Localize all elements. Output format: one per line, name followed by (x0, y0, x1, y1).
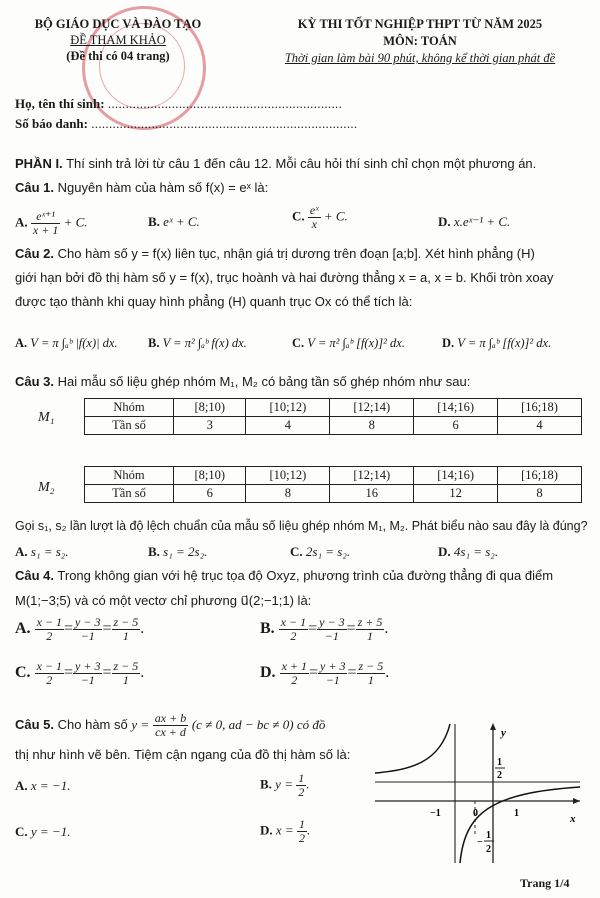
q1-b-text: eˣ + C. (163, 214, 200, 229)
q1-c-tail: + C. (323, 208, 348, 224)
q5-b-num: 1 (298, 771, 305, 785)
q5-b-den: 2 (298, 785, 305, 799)
q4-a-label: A. (15, 620, 31, 638)
q1-option-a[interactable] (15, 210, 88, 237)
nhalf-den: 2 (486, 844, 491, 855)
q1-label: Câu 1. (15, 180, 55, 195)
q5-cond: (c ≠ 0, ad − bc ≠ 0) có đồ (191, 716, 326, 732)
half-den: 2 (497, 770, 502, 781)
q1-text: Nguyên hàm của hàm số f(x) = eˣ là: (57, 180, 269, 195)
q5-option-d[interactable]: D. x = $\frac{1}{2}$ . (260, 817, 311, 845)
q5-d-den: 2 (298, 831, 305, 845)
q4-d-label: D. (260, 664, 276, 682)
table-cell: 3 (174, 417, 246, 435)
nhalf-num: 1 (486, 830, 491, 841)
q1-a-label: A. (15, 214, 28, 230)
x-axis-arrow (573, 798, 580, 804)
q4-d-den: 2 (291, 673, 298, 687)
q1-a-frac (31, 210, 60, 237)
q4-b-den: −1 (324, 629, 339, 643)
eq-sign: = (64, 664, 74, 682)
q5-option-a[interactable] (15, 778, 70, 794)
q2-c-label: C. (292, 336, 305, 350)
exam-title: KỲ THI TỐT NGHIỆP THPT TỪ NĂM 2025 (297, 17, 543, 31)
q3-d-text: 4s₁ = s₂. (453, 544, 499, 559)
table-cell: 8 (330, 417, 414, 435)
eq-sign: = (347, 664, 357, 682)
m1-label: M₁ (38, 410, 55, 425)
table-cell: [16;18) (498, 399, 582, 417)
q1-d-text: x.eˣ⁻¹ + C. (453, 214, 511, 229)
id-line (15, 116, 357, 132)
q2-line3: được tạo thành khi quay hình phẳng (H) quanh trục Ox có thể tích là: (15, 294, 413, 309)
q3-b-label: B. (148, 544, 160, 559)
origin-label: 0 (473, 808, 478, 819)
dot: . (140, 620, 145, 638)
header-left (18, 16, 218, 64)
one-label: 1 (514, 808, 519, 819)
q5-a-text: x = −1. (30, 778, 71, 793)
q2-d-text: V = π ∫ₐᵇ [f(x)]² dx. (457, 336, 552, 350)
q5-label: Câu 5. (15, 716, 55, 732)
q5-options (15, 772, 355, 862)
q2-line1: Cho hàm số y = f(x) liên tục, nhận giá trị dương trên đoạn [a;b]. Xét hình phẳng (H) (57, 246, 535, 261)
q1-option-c[interactable] (292, 204, 348, 231)
right-branch (460, 787, 580, 863)
q4-option-a[interactable] (15, 616, 144, 643)
part1-label: PHẦN I. (15, 156, 63, 171)
table-cell: [10;12) (246, 399, 330, 417)
q4-b-den: 2 (290, 629, 297, 643)
q1-option-b[interactable] (148, 212, 200, 231)
q4-d-num: x + 1 (281, 659, 307, 673)
table-row (85, 467, 582, 485)
q2-option-b[interactable] (148, 334, 247, 353)
q4-c-den: 2 (46, 673, 53, 687)
m1-table (84, 398, 582, 435)
q2-label: Câu 2. (15, 246, 55, 261)
q2-line2: giới hạn bởi đồ thị hàm số y = f(x), trục hoành và hai đường thẳng x = a, x = b. Khối tròn xoay (15, 270, 554, 285)
table-cell: [10;12) (246, 467, 330, 485)
table-cell: 6 (414, 417, 498, 435)
q2-option-c[interactable] (292, 334, 405, 353)
nhalf-sign: − (477, 837, 483, 848)
id-dots[interactable]: ........................................................................... (91, 116, 358, 131)
eq-sign: = (308, 620, 318, 638)
q4-d-num: y + 3 (320, 659, 346, 673)
q3-option-a[interactable] (15, 542, 69, 561)
dot: . (384, 620, 389, 638)
q1-d-label: D. (438, 214, 451, 229)
q4-a-den: 1 (122, 629, 129, 643)
q2-option-d[interactable] (442, 334, 551, 353)
name-line (15, 96, 342, 112)
eq-sign: = (102, 620, 112, 638)
q4-line2: M(1;−3;5) và có một vectơ chỉ phương u⃗(2;−1;1) là: (15, 593, 312, 608)
q3-stem (15, 372, 470, 391)
part1-text: Thí sinh trả lời từ câu 1 đến câu 12. Mỗi câu hỏi thí sinh chỉ chọn một phương án. (66, 156, 537, 171)
q5-a-label: A. (15, 778, 28, 793)
q4-c-den: −1 (80, 673, 95, 687)
q4-c-num: z − 5 (113, 659, 139, 673)
q4-a-den: −1 (80, 629, 95, 643)
q2-option-a[interactable] (15, 334, 118, 353)
q2-stem (15, 244, 590, 311)
table-cell: 4 (246, 417, 330, 435)
subject: MÔN: TOÁN (383, 34, 457, 48)
q3-a-text: s₁ = s₂. (30, 544, 69, 559)
eq-sign: = (309, 664, 319, 682)
q1-c-den: x (311, 217, 317, 231)
eq-sign: = (346, 620, 356, 638)
q1-c-frac (308, 204, 321, 231)
q1-a-num: eˣ⁺¹ (31, 210, 60, 224)
q2-a-label: A. (15, 336, 28, 350)
table-cell: [12;14) (330, 467, 414, 485)
table-cell: 12 (414, 485, 498, 503)
q5-line2: thị như hình vẽ bên. Tiệm cận ngang của đồ thị hàm số là: (15, 747, 351, 762)
m2-label: M₂ (38, 480, 55, 495)
q5-c-label: C. (15, 824, 28, 839)
name-label: Họ, tên thí sinh: (15, 96, 105, 111)
q3-b-text: s₁ = 2s₂. (163, 544, 208, 559)
q2-d-label: D. (442, 336, 455, 350)
id-label: Số báo danh: (15, 116, 88, 131)
q3-option-d[interactable] (438, 542, 498, 561)
q5-b-label: B. (260, 776, 272, 792)
m2-table (84, 466, 582, 503)
q4-options (15, 616, 595, 696)
q2-a-text: V = π ∫ₐᵇ |f(x)| dx. (30, 336, 118, 350)
time-note: Thời gian làm bài 90 phút, không kể thời gian phát đề (284, 51, 556, 65)
q4-a-num: x − 1 (36, 615, 62, 629)
q5-d-num: 1 (298, 817, 305, 831)
q4-b-num: y − 3 (319, 615, 345, 629)
table-cell: [8;10) (174, 467, 246, 485)
q3-option-c[interactable] (290, 542, 350, 561)
q4-option-c[interactable] (15, 660, 144, 687)
table-cell: 8 (498, 485, 582, 503)
q4-b-num: z + 5 (357, 615, 383, 629)
q2-b-label: B. (148, 336, 160, 350)
hyperbola-graph (370, 718, 585, 868)
pages-note: (Đề thi có 04 trang) (66, 49, 170, 63)
q4-option-b[interactable] (260, 616, 388, 643)
q5-stem: Câu 5. Cho hàm số y = $\frac{ax + b}{cx + d}$ (c ≠ 0, ad − bc ≠ 0) có đồ thị như hình vẽ bên. Tiệm cận ngang của đồ thị hàm số là: (15, 712, 365, 764)
ministry-name: BỘ GIÁO DỤC VÀ ĐÀO TẠO (34, 17, 202, 31)
table-row (85, 399, 582, 417)
q5-d-label: D. (260, 822, 273, 838)
q1-stem (15, 178, 268, 197)
eq-sign: = (64, 620, 74, 638)
q3-options (15, 542, 595, 562)
q4-c-num: y + 3 (75, 659, 101, 673)
q5-option-b[interactable]: B. y = $\frac{1}{2}$ . (260, 771, 310, 799)
part1-instruction (15, 154, 536, 173)
q4-c-den: 1 (122, 673, 129, 687)
neg1-label: −1 (430, 808, 441, 819)
q3-a-label: A. (15, 544, 28, 559)
table-cell: Nhóm (85, 399, 174, 417)
q4-line1: Trong không gian với hệ trục tọa độ Oxyz, phương trình của đường thẳng đi qua điểm (57, 568, 554, 583)
table-cell: [14;16) (414, 467, 498, 485)
left-branch (375, 724, 450, 773)
q4-c-label: C. (15, 664, 31, 682)
eq-sign: = (102, 664, 112, 682)
table-cell: Tần số (85, 417, 174, 435)
table-cell: [14;16) (414, 399, 498, 417)
q4-b-label: B. (260, 620, 275, 638)
table-cell: [8;10) (174, 399, 246, 417)
q3-label: Câu 3. (15, 374, 55, 389)
q1-c-label: C. (292, 208, 305, 224)
q2-b-text: V = π² ∫ₐᵇ f(x) dx. (162, 336, 247, 350)
q5-d-pre: x = (275, 822, 294, 838)
q4-stem (15, 566, 593, 610)
q1-b-label: B. (148, 214, 160, 229)
q5-func-num: ax + b (154, 711, 187, 725)
q5-func-den: cx + d (155, 725, 186, 739)
name-dots[interactable]: .................................................................. (107, 96, 343, 111)
dot: . (140, 664, 145, 682)
q5-pre: Cho hàm số (57, 716, 128, 732)
table-cell: 16 (330, 485, 414, 503)
q4-c-num: x − 1 (36, 659, 62, 673)
q1-a-tail: + C. (63, 214, 88, 230)
q1-c-num: eˣ (309, 203, 319, 217)
q4-b-num: x − 1 (280, 615, 307, 629)
table-cell: Tần số (85, 485, 174, 503)
q5-b-pre: y = (275, 776, 293, 792)
table-cell: 6 (174, 485, 246, 503)
y-axis-arrow (490, 723, 496, 730)
q1-option-d[interactable] (438, 212, 510, 231)
x-label: x (570, 813, 576, 825)
q3-c-label: C. (290, 544, 303, 559)
table-cell: 4 (498, 417, 582, 435)
q4-b-den: 1 (367, 629, 373, 643)
exam-type: ĐỀ THAM KHẢO (70, 33, 166, 47)
q4-option-d[interactable] (260, 660, 389, 687)
dot: . (385, 664, 390, 682)
table-row (85, 417, 582, 435)
page-number: Trang 1/4 (520, 876, 570, 890)
q4-label: Câu 4. (15, 568, 55, 583)
q3-option-b[interactable] (148, 542, 207, 561)
table-cell: [12;14) (330, 399, 414, 417)
q4-a-num: z − 5 (113, 615, 139, 629)
q3-text: Hai mẫu số liệu ghép nhóm M₁, M₂ có bảng tần số ghép nhóm như sau: (57, 374, 471, 389)
header-right (250, 16, 590, 67)
q3-c-text: 2s₁ = s₂. (305, 544, 351, 559)
q5-option-c[interactable] (15, 824, 70, 840)
q5-c-text: y = −1. (30, 824, 71, 839)
q4-d-den: 1 (367, 673, 374, 687)
table-row (85, 485, 582, 503)
q3-follow: Gọi s₁, s₂ lần lượt là độ lệch chuẩn của mẫu số liệu ghép nhóm M₁, M₂. Phát biểu nào sau đây là đúng? (15, 519, 588, 533)
q3-d-label: D. (438, 544, 451, 559)
table-cell: [16;18) (498, 467, 582, 485)
q4-d-den: −1 (325, 673, 340, 687)
table-cell: 8 (246, 485, 330, 503)
q4-a-den: 2 (46, 629, 53, 643)
table-cell: Nhóm (85, 467, 174, 485)
y-label: y (501, 727, 506, 739)
q4-d-num: z − 5 (358, 659, 384, 673)
q1-a-den: x + 1 (32, 223, 59, 237)
q1-options (15, 204, 595, 238)
q2-c-text: V = π² ∫ₐᵇ [f(x)]² dx. (307, 336, 405, 350)
half-num: 1 (497, 757, 502, 768)
q4-a-num: y − 3 (75, 615, 101, 629)
